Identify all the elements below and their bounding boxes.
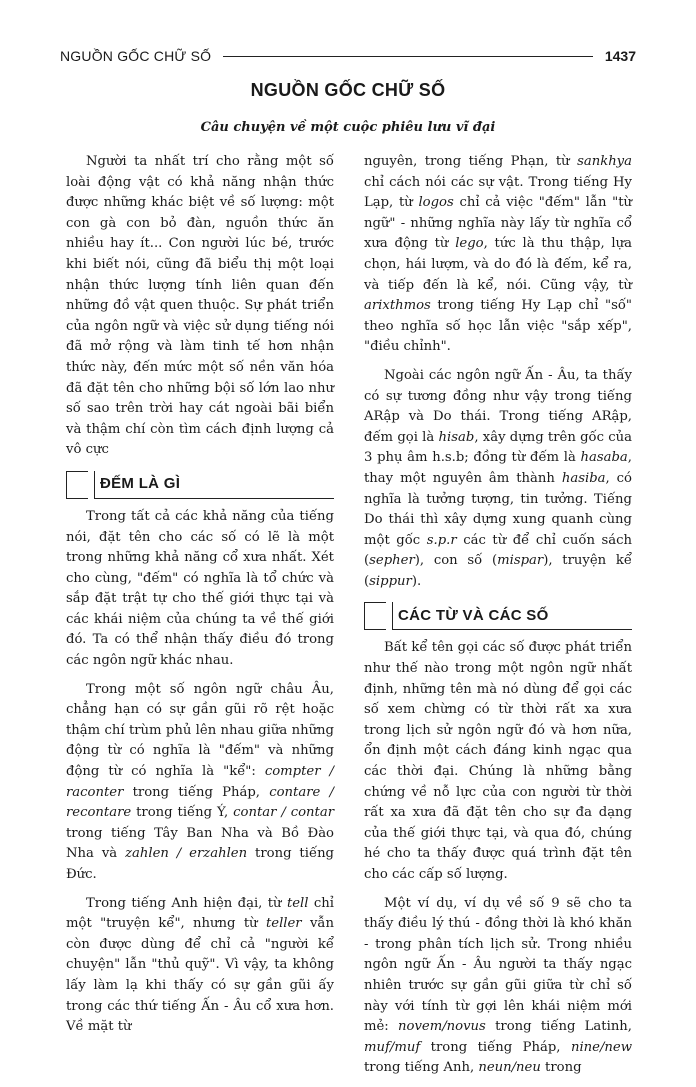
- section-heading: [66, 471, 334, 499]
- section-marker-box: [364, 602, 386, 630]
- paragraph: Người ta nhất trí cho rằng một số loài động vật có khả năng nhận thức được những khác biệt về số lượng: một con gà con bỏ đàn, nguồn thức ăn nhiều hay ít... Con người lúc bé, trước khi biết nói, cũng đã biểu thị một loại nhận thức lượng tính liên quan đến những đồ vật quen thuộc. Sự phát triển của ngôn ngữ và việc sử dụng tiếng nói đã mở rộng và làm tinh tế hơn nhận thức này, đến mức một số nền văn hóa đã đặt tên cho những bội số lớn lao như số sao trên trời hay cát ngoài bãi biển và thậm chí còn tìm cách định lượng cả vô cực: [66, 154, 334, 458]
- paragraph: Một ví dụ, ví dụ về số 9 sẽ cho ta thấy điều lý thú - đồng thời là khó khăn - trong phân tích lịch sử. Trong nhiều ngôn ngữ Ấn - Âu người ta thấy ngạc nhiên trước sự gần gũi giữa từ chỉ số này với tính từ gợi lên khái niệm mới mẻ: novem/novus trong tiếng Latinh, muf/muf trong tiếng Pháp, nine/new trong tiếng Anh, neun/neu trong: [364, 895, 632, 1076]
- page-number: 1437: [604, 48, 636, 64]
- paragraph: Trong tất cả các khả năng của tiếng nói, đặt tên cho các số có lẽ là một trong những khả năng cổ xưa nhất. Xét cho cùng, "đếm" có nghĩa là tổ chức và sắp đặt trật tự cho thế giới thực tại và các khái niệm của chúng ta về thế giới đó. Ta có thể nhận thấy điều đó trong các ngôn ngữ khác nhau.: [66, 508, 334, 669]
- paragraph: nguyên, trong tiếng Phạn, từ sankhya chỉ cách nói các sự vật. Trong tiếng Hy Lạp, từ logos chỉ cả việc "đếm" lẫn "từ ngữ" - những nghĩa này lấy từ nghĩa cổ xưa động từ lego, tức là thu thập, lựa chọn, hái lượm, và do đó là đếm, kể ra, và tiếp đến là kể, nói. Cũng vậy, từ arixthmos trong tiếng Hy Lạp chỉ "số" theo nghĩa số học lẫn việc "sắp xếp", "điều chỉnh".: [364, 154, 632, 355]
- left-column: [66, 152, 334, 1046]
- article-title: NGUỒN GỐC CHỮ SỐ: [250, 80, 446, 100]
- section-marker-box: [66, 471, 88, 499]
- paragraph: Bất kể tên gọi các số được phát triển như thế nào trong một ngôn ngữ nhất định, những tên mà nó dùng để gọi các số xem chừng có từ thời rất xa xưa trong lịch sử ngôn ngữ đó và hơn nữa, ổn định một cách đáng kinh ngạc qua các thời đại. Chúng là những bằng chứng về nỗ lực của con người từ thời rất xa xưa đã đặt tên cho sự đa dạng của thế giới thực tại, và qua đó, chúng hé cho ta thấy được quá trình đặt tên cho các cấp số lượng.: [364, 640, 632, 882]
- running-title: NGUỒN GỐC CHỮ SỐ: [60, 48, 212, 64]
- section-heading: [364, 602, 632, 630]
- right-column: [364, 152, 632, 1087]
- header-rule: [223, 56, 593, 57]
- article-subtitle: Câu chuyện về một cuộc phiêu lưu vĩ đại: [200, 120, 496, 135]
- paragraph: Trong một số ngôn ngữ châu Âu, chẳng hạn có sự gần gũi rõ rệt hoặc thậm chí trùm phủ lên nhau giữa những động từ có nghĩa là "đếm" và những động từ có nghĩa là "kể": compter / raconter trong tiếng Pháp, contare / recontare trong tiếng Ý, contar / contar trong tiếng Tây Ban Nha và Bồ Đào Nha và zahlen / erzahlen trong tiếng Đức.: [66, 681, 335, 882]
- running-header: [60, 44, 636, 68]
- section-heading-label: CÁC TỪ VÀ CÁC SỐ: [392, 602, 632, 630]
- paragraph: Trong tiếng Anh hiện đại, từ tell chỉ một "truyện kể", nhưng từ teller vẫn còn được dùng để chỉ cả "người kể chuyện" lẫn "thủ quỹ". Vì vậy, ta không lấy làm lạ khi thấy có sự gần gũi ấy trong các thứ tiếng Ấn - Âu cổ xưa hơn. Về mặt từ: [66, 895, 334, 1035]
- paragraph: Ngoài các ngôn ngữ Ấn - Âu, ta thấy có sự tương đồng như vậy trong tiếng ARập và Do thái. Trong tiếng ARập, đếm gọi là hisab, xây dựng trên gốc của 3 phụ âm h.s.b; đồng từ đếm là hasaba, thay một nguyên âm thành hasiba, có nghĩa là tưởng tượng, tin tưởng. Tiếng Do thái thì xây dựng xung quanh cùng một gốc s.p.r các từ để chỉ cuốn sách (sepher), con số (mispar), truyện kể (sippur).: [364, 367, 632, 589]
- section-heading-label: ĐẾM LÀ GÌ: [94, 471, 334, 499]
